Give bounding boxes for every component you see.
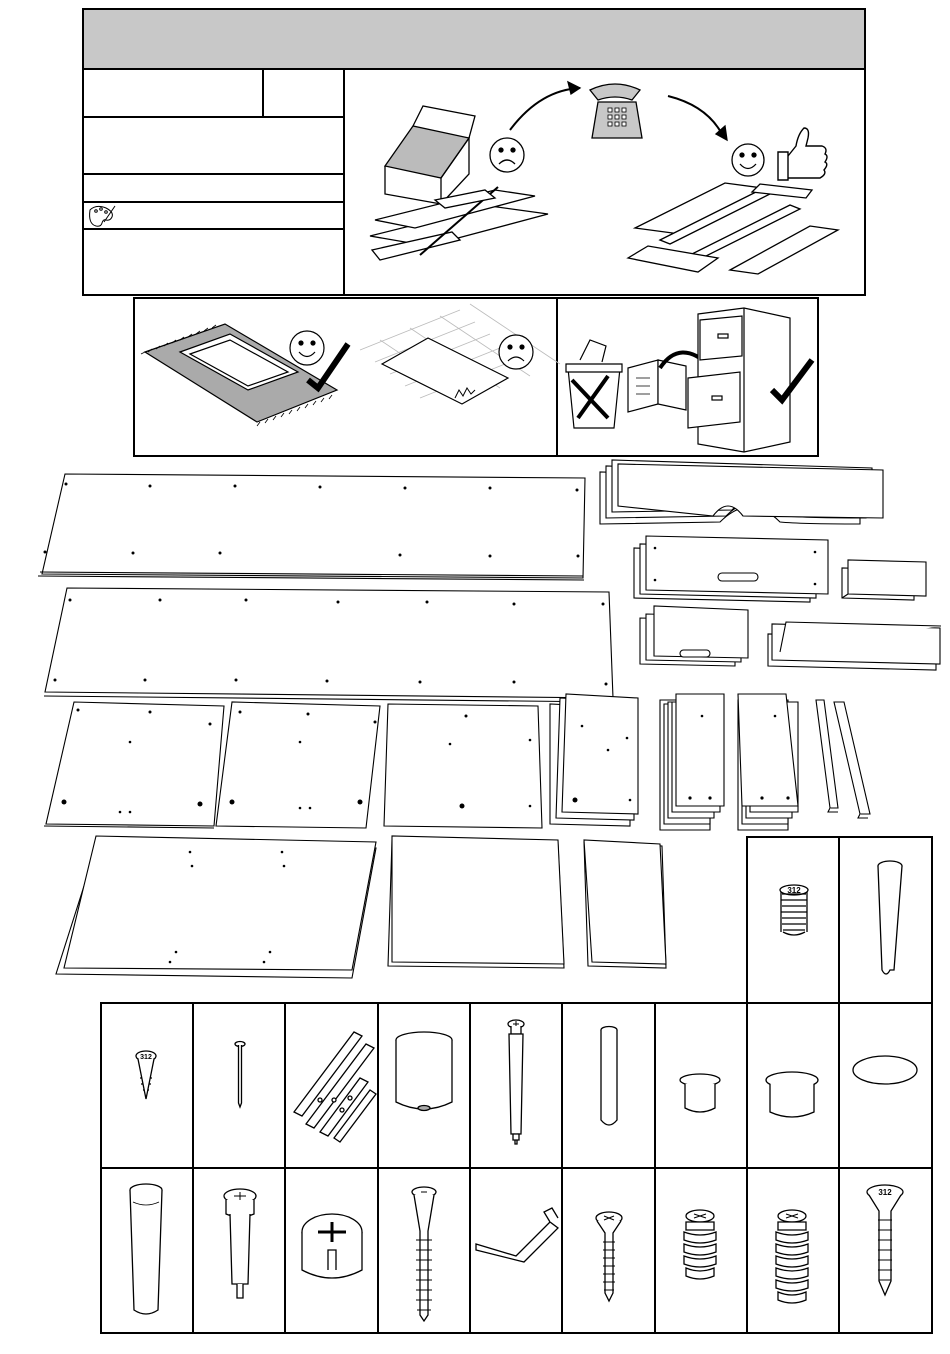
side-panel-4 (550, 694, 638, 826)
short-screw-stamp: 312 (140, 1054, 152, 1061)
threaded-insert-stamp: 312 (787, 886, 801, 895)
happy-face-icon (732, 144, 764, 176)
large-cap-icon (766, 1072, 818, 1117)
rail-pair (816, 700, 870, 818)
damaged-parts-call-service-illustration (370, 82, 838, 274)
side-panel-2 (216, 702, 380, 828)
allen-key-icon (476, 1208, 558, 1262)
telephone-icon (590, 84, 642, 138)
thumbs-up-icon (778, 128, 827, 180)
happy-face-icon (290, 331, 324, 365)
cam-lock-icon (302, 1214, 362, 1278)
connector-bolt-icon (508, 1020, 524, 1144)
handle-panel-large (634, 536, 828, 602)
narrow-board-pair (768, 622, 941, 670)
assembled-boards (628, 183, 838, 274)
side-panel-1 (44, 702, 224, 828)
sad-face-icon (499, 335, 533, 369)
long-screw-icon (412, 1187, 436, 1321)
small-board-pair (842, 560, 926, 600)
small-cap-icon (680, 1074, 720, 1112)
long-panel-top (38, 474, 585, 580)
booklet-icon (628, 360, 686, 412)
handle-panel-small (640, 606, 748, 666)
sad-face-icon (490, 138, 524, 172)
keep-instructions-illustration (566, 308, 812, 452)
cam-bolt-icon (224, 1189, 256, 1298)
back-panel-large (56, 836, 376, 978)
arched-panel-stack (600, 460, 883, 524)
drawer-slide-icon (294, 1032, 376, 1142)
furniture-glide-icon (396, 1032, 452, 1111)
boards-pile (370, 187, 548, 260)
long-panel-second (44, 588, 614, 702)
wood-screw-icon (596, 1212, 622, 1301)
file-cabinet-icon (688, 308, 790, 452)
side-panel-3 (384, 704, 542, 828)
countersunk-screw-icon (867, 1185, 903, 1295)
nail-icon (235, 1042, 245, 1108)
disc-pad-icon (853, 1056, 917, 1084)
tapered-leg-icon (130, 1184, 162, 1314)
strip-stack-1 (660, 694, 724, 830)
strip-stack-2 (738, 694, 798, 830)
header-bar (83, 9, 865, 69)
dowel-tall-icon (878, 861, 902, 974)
euro-screw-short-icon (684, 1210, 716, 1279)
countersunk-screw-stamp: 312 (878, 1188, 892, 1197)
wood-dowel-icon (601, 1027, 617, 1126)
trash-bin-icon (566, 340, 622, 428)
assemble-on-carpet-illustration (141, 304, 560, 426)
arrow-icon (510, 88, 580, 130)
open-box-icon (385, 106, 475, 204)
panel-on-tile (382, 338, 508, 404)
back-panel-medium (388, 836, 564, 968)
back-panel-small (584, 840, 666, 968)
palette-icon (90, 206, 115, 226)
euro-screw-long-icon (776, 1210, 808, 1303)
